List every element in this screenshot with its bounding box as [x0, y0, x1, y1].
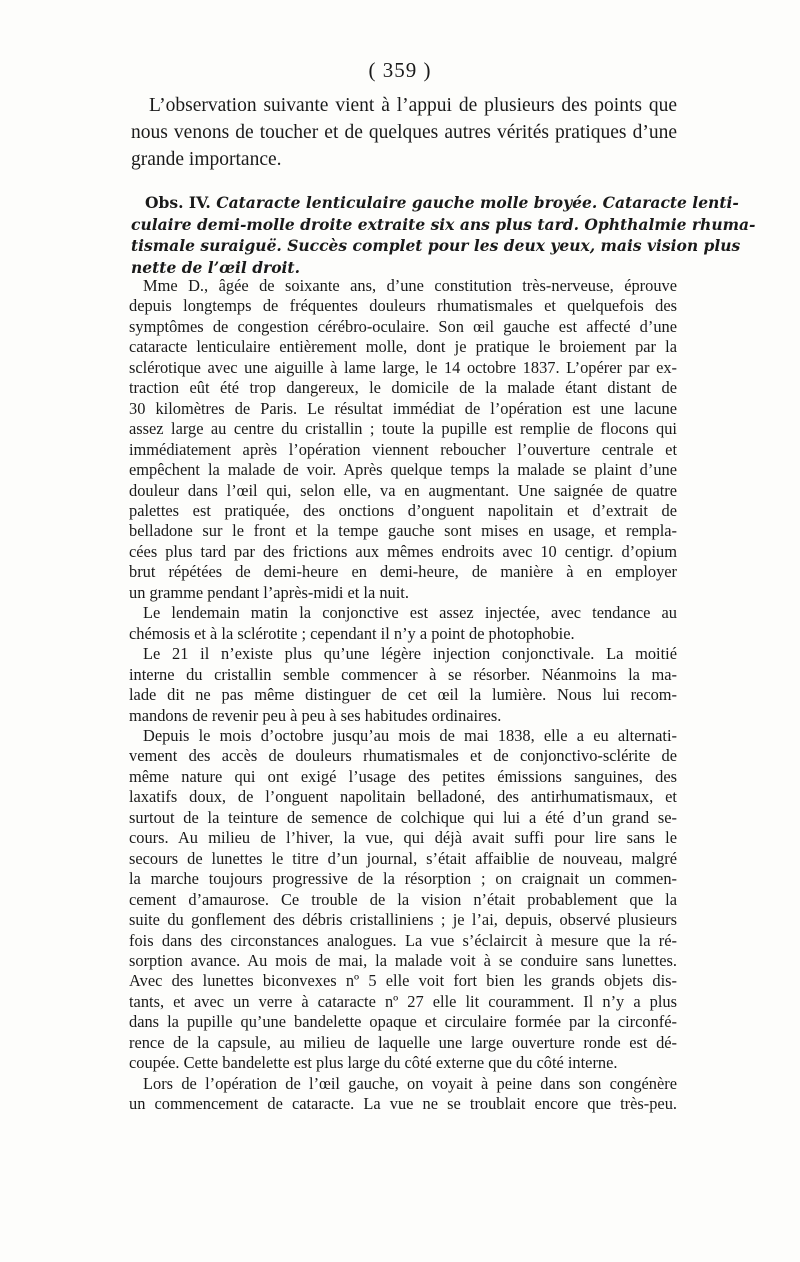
body-line: assez large au centre du cristallin ; toute la pupille est remplie de flocons qui — [129, 419, 677, 439]
body-line: cement d’amaurose. Ce trouble de la vision n’était probablement que la — [129, 889, 677, 909]
body-line: immédiatement après l’opération viennent reboucher l’ouverture centrale et — [129, 439, 677, 459]
body-line: sclérotique avec une aiguille à lame large, le 14 octobre 1837. L’opérer par ex- — [129, 357, 677, 377]
body-line: Le 21 il n’existe plus qu’une légère injection conjonctivale. La moitié — [143, 644, 677, 664]
observation-heading-line: tismale suraiguë. Succès complet pour les deux yeux, mais vision plus — [131, 236, 741, 255]
observation-heading-line: culaire demi-molle droite extraite six ans plus tard. Ophthalmie rhuma- — [131, 214, 756, 234]
body-line: surtout de la teinture de semence de colchique qui lui a été d’un grand se- — [129, 807, 677, 827]
body-line: sorption avance. Au mois de mai, la malade voit à se conduire sans lunettes. — [129, 950, 677, 970]
body-line: Avec des lunettes biconvexes nº 5 elle voit fort bien les grands objets dis- — [129, 971, 677, 991]
body-line: tants, et avec un verre à cataracte nº 27 elle lit couramment. Il n’y a plus — [129, 991, 677, 1011]
body-line: cours. Au milieu de l’hiver, la vue, qui déjà avait suffi pour lire sans le — [129, 828, 677, 848]
body-line: cataracte lenticulaire entièrement molle, dont je pratique le broiement par la — [129, 337, 677, 357]
body-line: symptômes de congestion cérébro-oculaire. Son œil gauche est affecté d’une — [129, 316, 677, 336]
body-line: Depuis le mois d’octobre jusqu’au mois de mai 1838, elle a eu alternati- — [143, 725, 677, 745]
body-line: même nature qui ont exigé l’usage des petites émissions sanguines, des — [129, 766, 677, 786]
intro-line: nous venons de toucher et de quelques autres vérités pratiques d’une — [131, 122, 677, 143]
body-line: la marche toujours progressive de la résorption ; on craignait un commen- — [129, 869, 677, 889]
body-line: un gramme pendant l’après-midi et la nuit. — [129, 582, 409, 602]
body-line: Le lendemain matin la conjonctive est assez injectée, avec tendance au — [143, 603, 677, 623]
observation-label: Obs. IV. — [145, 193, 211, 212]
body-line: empêchent la malade de voir. Après quelque temps la malade se plaint d’une — [129, 460, 677, 480]
intro-paragraph — [131, 92, 677, 173]
observation-heading-line-first — [131, 192, 739, 214]
body-line: dans la pupille qu’une bandelette opaque et circulaire formée par la circonfé- — [129, 1012, 677, 1032]
body-line: un commencement de cataracte. La vue ne se troublait encore que très-peu. — [129, 1094, 677, 1114]
body-text — [129, 276, 677, 1115]
observation-heading — [131, 192, 756, 278]
body-line: mandons de revenir peu à peu à ses habitudes ordinaires. — [129, 705, 502, 725]
page-number: ( 359 ) — [368, 58, 432, 82]
body-line: laxatifs doux, de l’onguent napolitain belladoné, des antirhumatismaux, et — [129, 787, 677, 807]
body-line: rence de la capsule, au milieu de laquelle une large ouverture ronde est dé- — [129, 1032, 677, 1052]
intro-line: L’observation suivante vient à l’appui de plusieurs des points que — [149, 95, 677, 116]
body-line: coupée. Cette bandelette est plus large du côté externe que du côté interne. — [129, 1053, 618, 1073]
body-line: Mme D., âgée de soixante ans, d’une constitution très-nerveuse, éprouve — [143, 276, 677, 295]
body-line: fois dans des circonstances analogues. La vue s’éclaircit à mesure que la ré- — [129, 930, 677, 950]
body-line: Lors de l’opération de l’œil gauche, on voyait à peine dans son congénère — [143, 1073, 677, 1093]
body-line: vement des accès de douleurs rhumatismales et de conjonctivo-sclérite de — [129, 746, 677, 766]
body-line: lade dit ne pas même distinguer de cet œil la lumière. Nous lui recom- — [129, 685, 677, 705]
body-line: traction eût été trop dangereux, le domicile de la malade étant distant de — [129, 378, 677, 398]
body-line: palettes est pratiquée, des onctions d’onguent napolitain et d’extrait de — [129, 500, 677, 520]
body-line: interne du cristallin semble commencer à se résorber. Néanmoins la ma- — [129, 664, 677, 684]
body-line: belladone sur le front et la tempe gauche sont mises en usage, et rempla- — [129, 521, 677, 541]
observation-heading-line: nette de l’œil droit. — [131, 257, 300, 277]
intro-line: grande importance. — [131, 149, 282, 170]
body-line: chémosis et à la sclérotite ; cependant il n’y a point de photophobie. — [129, 623, 575, 643]
body-line: cées plus tard par des frictions aux mêmes endroits avec 10 centigr. d’opium — [129, 541, 677, 561]
observation-title-text: Cataracte lenticulaire gauche molle broyée. Cataracte lenti- — [216, 193, 739, 212]
body-line: douleur dans l’œil qui, selon elle, va en augmentant. Une saignée de quatre — [129, 480, 677, 500]
body-line: depuis longtemps de fréquentes douleurs rhumatismales et quelquefois des — [129, 296, 677, 316]
body-line: secours de lunettes le titre d’un journal, s’était affaiblie de nouveau, malgré — [129, 848, 677, 868]
body-line: suite du gonflement des débris cristalliniens ; je l’ai, depuis, observé plusieurs — [129, 910, 677, 930]
body-line: 30 kilomètres de Paris. Le résultat immédiat de l’opération est une lacune — [129, 398, 677, 418]
body-line: brut répétées de demi-heure en demi-heure, de manière à en employer — [129, 562, 677, 582]
